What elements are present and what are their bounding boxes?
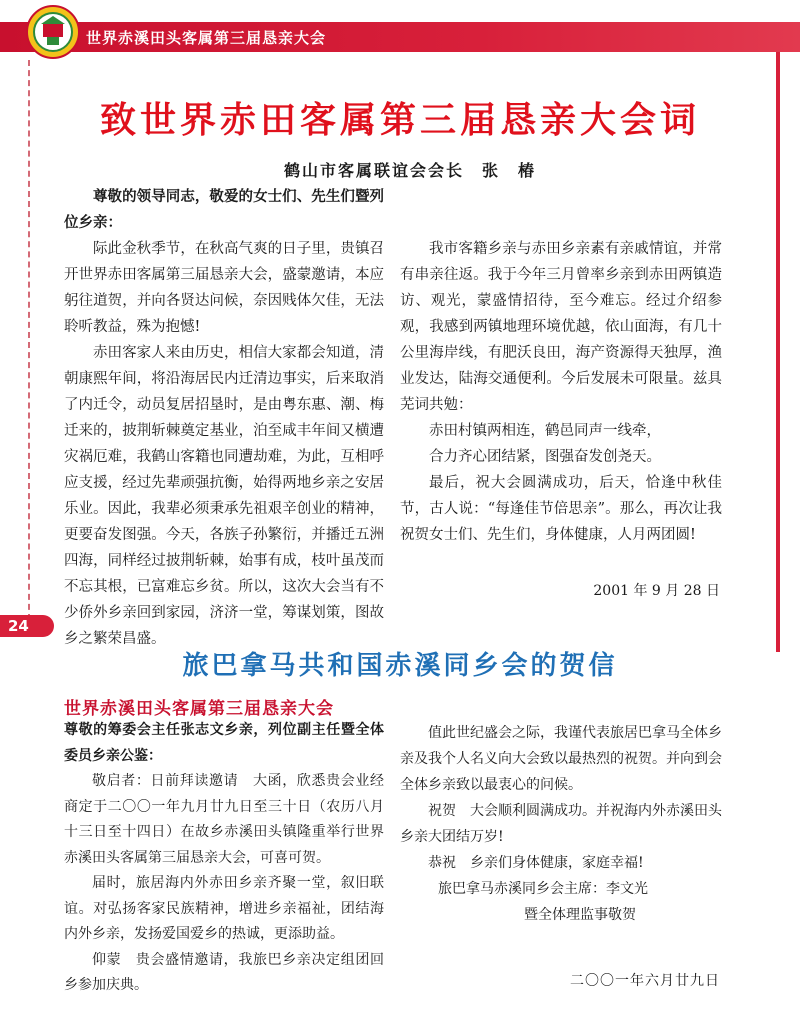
- article2-column-left: [64, 718, 384, 999]
- dashed-margin-rule: [28, 60, 30, 620]
- article1-title: 致世界赤田客属第三届恳亲大会词: [99, 100, 700, 141]
- article2-column-right: [400, 694, 722, 928]
- article2-p3-continuation: [400, 694, 722, 720]
- article1-poem-line-2: 合力齐心团结紧，图强奋发创尧天。: [429, 449, 661, 465]
- right-border-rule: [776, 52, 780, 652]
- article1-poem-line-1: 赤田村镇两相连，鹤邑同声一线牵，: [429, 423, 661, 439]
- article2-paragraph-2: 届时，旅居海内外赤田乡亲齐聚一堂，叙旧联谊。对弘扬客家民族精神，增进乡亲福祉，团结海内外乡亲，发扬爱国爱乡的热诚，更添助益。: [64, 875, 384, 942]
- banner-title: 世界赤溪田头客属第三届恳亲大会: [86, 29, 327, 47]
- article1-salutation: 尊敬的领导同志，敬爱的女士们、先生们暨列位乡亲：: [64, 188, 384, 231]
- article2-title: 旅巴拿马共和国赤溪同乡会的贺信: [182, 651, 618, 681]
- association-logo-icon: [26, 5, 80, 59]
- article2-signature-2: 暨全体理监事敬贺: [524, 907, 636, 923]
- article1-column-right: [400, 184, 722, 548]
- article2-signature-1: 旅巴拿马赤溪同乡会主席：李文光: [438, 881, 648, 897]
- article2-paragraph-5: 祝贺 大会顺利圆满成功。并祝海内外赤溪田头乡亲大团结万岁!: [400, 803, 722, 845]
- article1-paragraph-2: 赤田客家人来由历史，相信大家都会知道，清朝康熙年间，将沿海居民内迁清边事实，后来取消了内迁令，动员复居招垦时，是由粤东惠、潮、梅迁来的，披荆斩棘奠定基业，泊至咸丰年间又横遭灾祸厄难，我鹤山客籍也同遭劫难，为此，互相呼应支援，经过先辈顽强抗衡，始得两地乡亲之安居乐业。因此，我辈必须秉承先祖艰辛创业的精神，更要奋发图强。今天，各族子孙繁衍，并播迁五洲四海，同样经过披荆斩棘，始事有成，枝叶虽茂而不忘其根，已富难忘乡贫。所以，这次大会当有不少侨外乡亲回到家园，济济一堂，筹谋划策，图故乡之繁荣昌盛。: [64, 345, 384, 647]
- article2-paragraph-4: 值此世纪盛会之际，我谨代表旅居巴拿马全体乡亲及我个人名义向大会致以最热烈的祝贺。并向到会全体乡亲致以最衷心的问候。: [400, 725, 722, 793]
- article2-recipient: 世界赤溪田头客属第三届恳亲大会: [64, 699, 334, 719]
- article2-date: 二〇〇一年六月廿九日: [570, 973, 720, 989]
- article2-salutation: 尊敬的筹委会主任张志文乡亲，列位副主任暨全体委员乡亲公鉴：: [64, 722, 384, 764]
- article1-date: 2001 年 9 月 28 日: [593, 583, 720, 599]
- article2-paragraph-6: 恭祝 乡亲们身体健康，家庭幸福!: [428, 855, 644, 871]
- page-number: 24: [8, 617, 29, 635]
- article1-column-left: [64, 184, 384, 652]
- article1-paragraph-1: 际此金秋季节，在秋高气爽的日子里，贵镇召开世界赤田客属第三届恳亲大会，盛蒙邀请，本应躬往道贺，并向各贤达问候，奈因贱体欠佳，无法聆听教益，殊为抱憾!: [64, 241, 384, 335]
- article1-byline: 鹤山市客属联谊会会长 张 椿: [283, 161, 536, 180]
- article2-paragraph-1: 敬启者：日前拜读邀请 大函，欣悉贵会业经商定于二〇〇一年九月廿九日至三十日（农历八月十三日至十四日）在故乡赤溪田头镇隆重举行世界赤溪田头客属第三届恳亲大会，可喜可贺。: [64, 773, 384, 866]
- article1-paragraph-3: 我市客籍乡亲与赤田乡亲素有亲戚情谊，并常有串亲往返。我于今年三月曾率乡亲到赤田两镇造访、观光，蒙盛情招待，至今难忘。经过介绍参观，我感到两镇地理环境优越，依山面海，有几十公里海岸线，有肥沃良田，海产资源得天独厚，渔业发达，陆海交通便利。今后发展未可限量。兹具芜词共勉：: [400, 241, 722, 413]
- article1-paragraph-4: 最后，祝大会圆满成功，后天，恰逢中秋佳节，古人说：“每逢佳节倍思亲”。那么，再次让我祝贺女士们、先生们，身体健康，人月两团圆!: [400, 475, 722, 543]
- article2-paragraph-3: 仰蒙 贵会盛情邀请，我旅巴乡亲决定组团回乡参加庆典。: [64, 951, 384, 993]
- article1-p2-continuation: [400, 184, 722, 236]
